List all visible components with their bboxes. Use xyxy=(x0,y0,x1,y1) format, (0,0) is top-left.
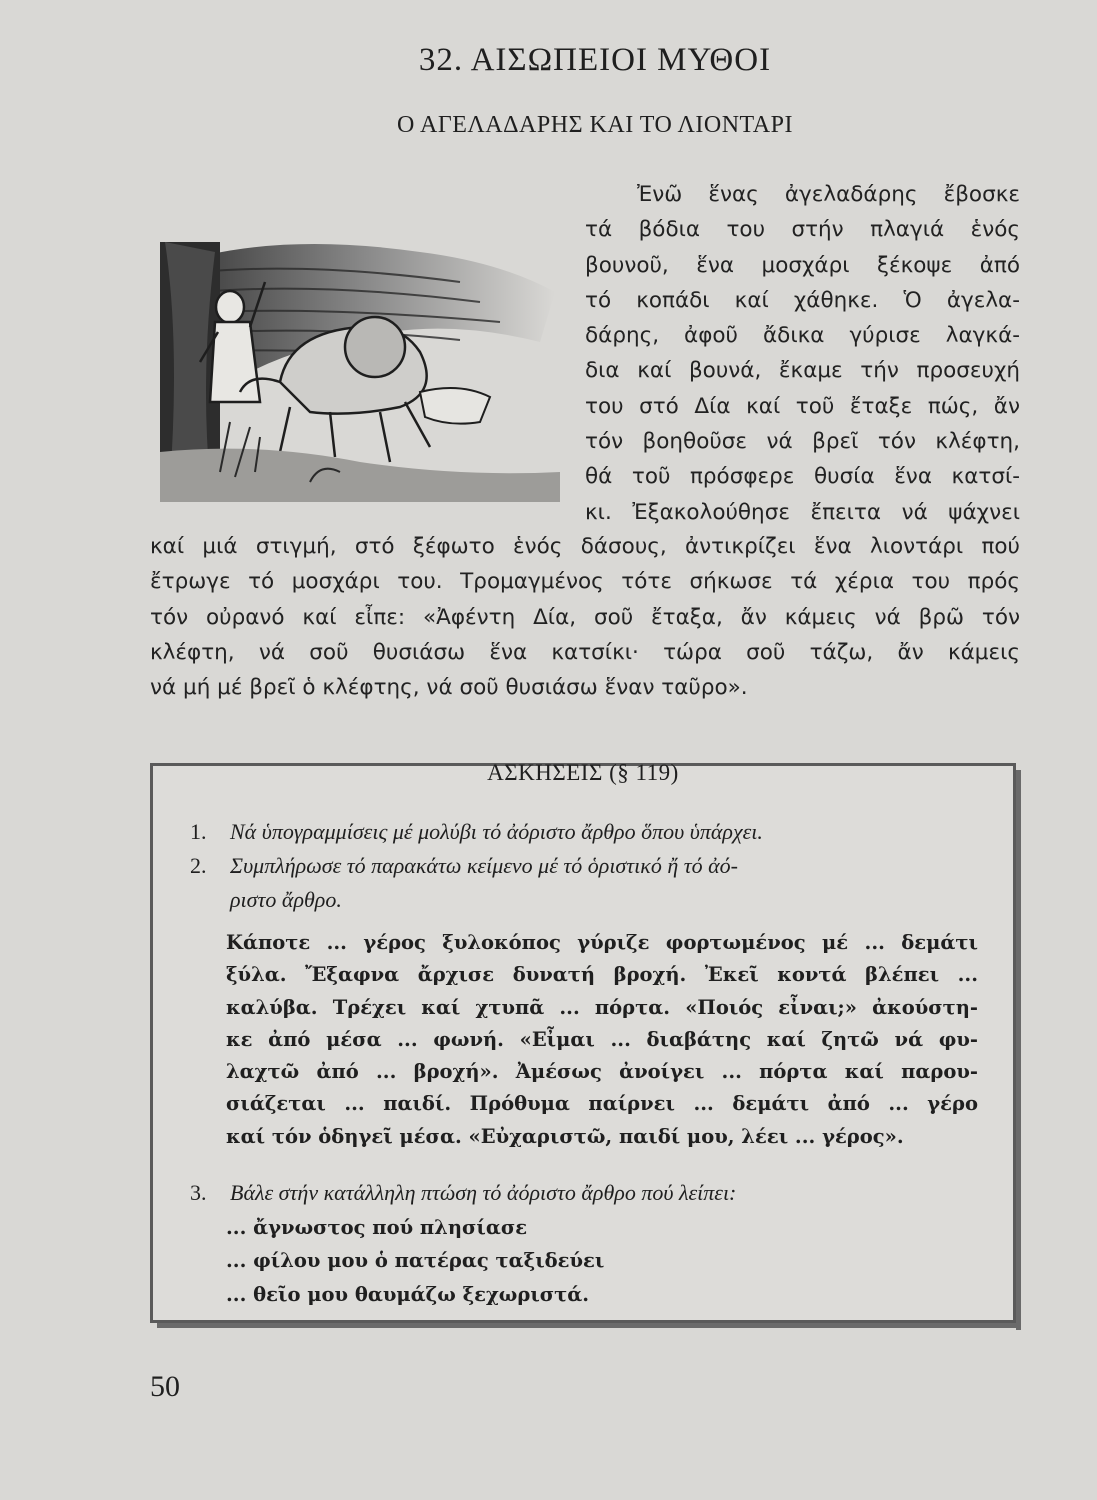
exercise-instruction: Νά ὑπογραμμίσεις μέ μολύβι τό ἀόριστο ἄρθρο ὅπου ὑπάρχει. xyxy=(230,819,763,844)
exercise-1 xyxy=(190,819,763,845)
story-line: τό κοπάδι καί χάθηκε. Ὁ ἀγελα- xyxy=(585,287,1020,313)
story-text-full xyxy=(150,529,1020,705)
exercise-2 xyxy=(190,853,738,879)
passage-line: λαχτῶ ἀπό ... βροχή». Ἀμέσως ἀνοίγει ... πόρτα καί παρου- xyxy=(226,1060,978,1084)
exercise-3-line: ... θεῖο μου θαυμάζω ξεχωριστά. xyxy=(226,1283,590,1306)
passage-line: ξύλα. Ἔξαφνα ἄρχισε δυνατή βροχή. Ἐκεῖ κοντά βλέπει ... xyxy=(226,963,978,987)
exercise-number: 3. xyxy=(190,1180,207,1205)
exercise-3-line: ... ἄγνωστος πού πλησίασε xyxy=(226,1216,528,1239)
exercise-instruction-cont: ριστο ἄρθρο. xyxy=(230,887,342,912)
story-line: θά τοῦ πρόσφερε θυσία ἕνα κατσί- xyxy=(585,464,1020,490)
exercise-2-passage xyxy=(226,927,978,1153)
exercises-title: ΑΣΚΗΣΕΙΣ (§ 119) xyxy=(487,760,679,785)
story-line: κι. Ἐξακολούθησε ἔπειτα νά ψάχνει xyxy=(585,499,1020,525)
story-line: δια καί βουνά, ἔκαμε τήν προσευχή xyxy=(585,358,1020,384)
story-line: Ἐνῶ ἕνας ἀγελαδάρης ἔβοσκε xyxy=(637,182,1020,207)
exercise-3-line: ... φίλου μου ὁ πατέρας ταξιδεύει xyxy=(226,1249,605,1272)
exercise-instruction: Συμπλήρωσε τό παρακάτω κείμενο μέ τό ὁριστικό ἤ τό ἀό- xyxy=(230,853,738,878)
passage-line: κε ἀπό μέσα ... φωνή. «Εἶμαι ... διαβάτης καί ζητῶ νά φυ- xyxy=(226,1027,978,1051)
exercise-instruction: Βάλε στήν κατάλληλη πτώση τό ἀόριστο ἄρθρο πού λείπει: xyxy=(230,1180,737,1205)
story-line: τόν βοηθοῦσε νά βρεῖ τόν κλέφτη, xyxy=(585,429,1020,455)
story-line: βουνοῦ, ἕνα μοσχάρι ξέκοψε ἀπό xyxy=(585,252,1020,278)
story-line: τόν οὐρανό καί εἶπε: «Ἀφέντη Δία, σοῦ ἔταξα, ἄν κάμεις νά βρῶ τόν xyxy=(150,604,1020,630)
story-line: δάρης, ἀφοῦ ἄδικα γύρισε λαγκά- xyxy=(585,323,1020,349)
story-title: Ο ΑΓΕΛΑΔΑΡΗΣ ΚΑΙ ΤΟ ΛΙΟΝΤΑΡΙ xyxy=(397,112,793,138)
passage-line: Κάποτε ... γέρος ξυλοκόπος γύριζε φορτωμένος μέ ... δεμάτι xyxy=(226,931,978,954)
passage-line: καί τόν ὁδηγεῖ μέσα. «Εὐχαριστῶ, παιδί μου, λέει ... γέρος». xyxy=(226,1124,904,1148)
exercise-number: 2. xyxy=(190,853,207,878)
herdsman-lion-illustration xyxy=(160,222,560,502)
passage-line: καλύβα. Τρέχει καί χτυπᾶ ... πόρτα. «Ποιός εἶναι;» ἀκούστη- xyxy=(226,995,978,1019)
exercise-3 xyxy=(190,1180,736,1206)
box-shadow-right xyxy=(1016,770,1021,1330)
story-line: τά βόδια του στήν πλαγιά ἑνός xyxy=(585,217,1020,243)
story-line: του στό Δία καί τοῦ ἔταξε πώς, ἄν xyxy=(585,393,1020,419)
chapter-title: 32. ΑΙΣΩΠΕΙΟΙ ΜΥΘΟΙ xyxy=(418,42,772,78)
exercise-2-cont xyxy=(230,887,342,913)
story-text-wrapped xyxy=(585,177,1020,530)
story-line: καί μιά στιγμή, στό ξέφωτο ἑνός δάσους, ἀντικρίζει ἕνα λιοντάρι πού xyxy=(150,534,1020,559)
passage-line: σιάζεται ... παιδί. Πρόθυμα παίρνει ... δεμάτι ἀπό ... γέρο xyxy=(226,1092,978,1116)
story-line: νά μή μέ βρεῖ ὁ κλέφτης, νά σοῦ θυσιάσω ἕναν ταῦρο». xyxy=(150,675,748,701)
story-line: κλέφτη, νά σοῦ θυσιάσω ἕνα κατσίκι· τώρα σοῦ τάζω, ἄν κάμεις xyxy=(150,639,1020,665)
exercise-number: 1. xyxy=(190,819,207,844)
story-line: ἔτρωγε τό μοσχάρι του. Τρομαγμένος τότε σήκωσε τά χέρια του πρός xyxy=(150,569,1020,595)
box-shadow-bottom xyxy=(157,1323,1021,1328)
page-number: 50 xyxy=(150,1370,180,1403)
